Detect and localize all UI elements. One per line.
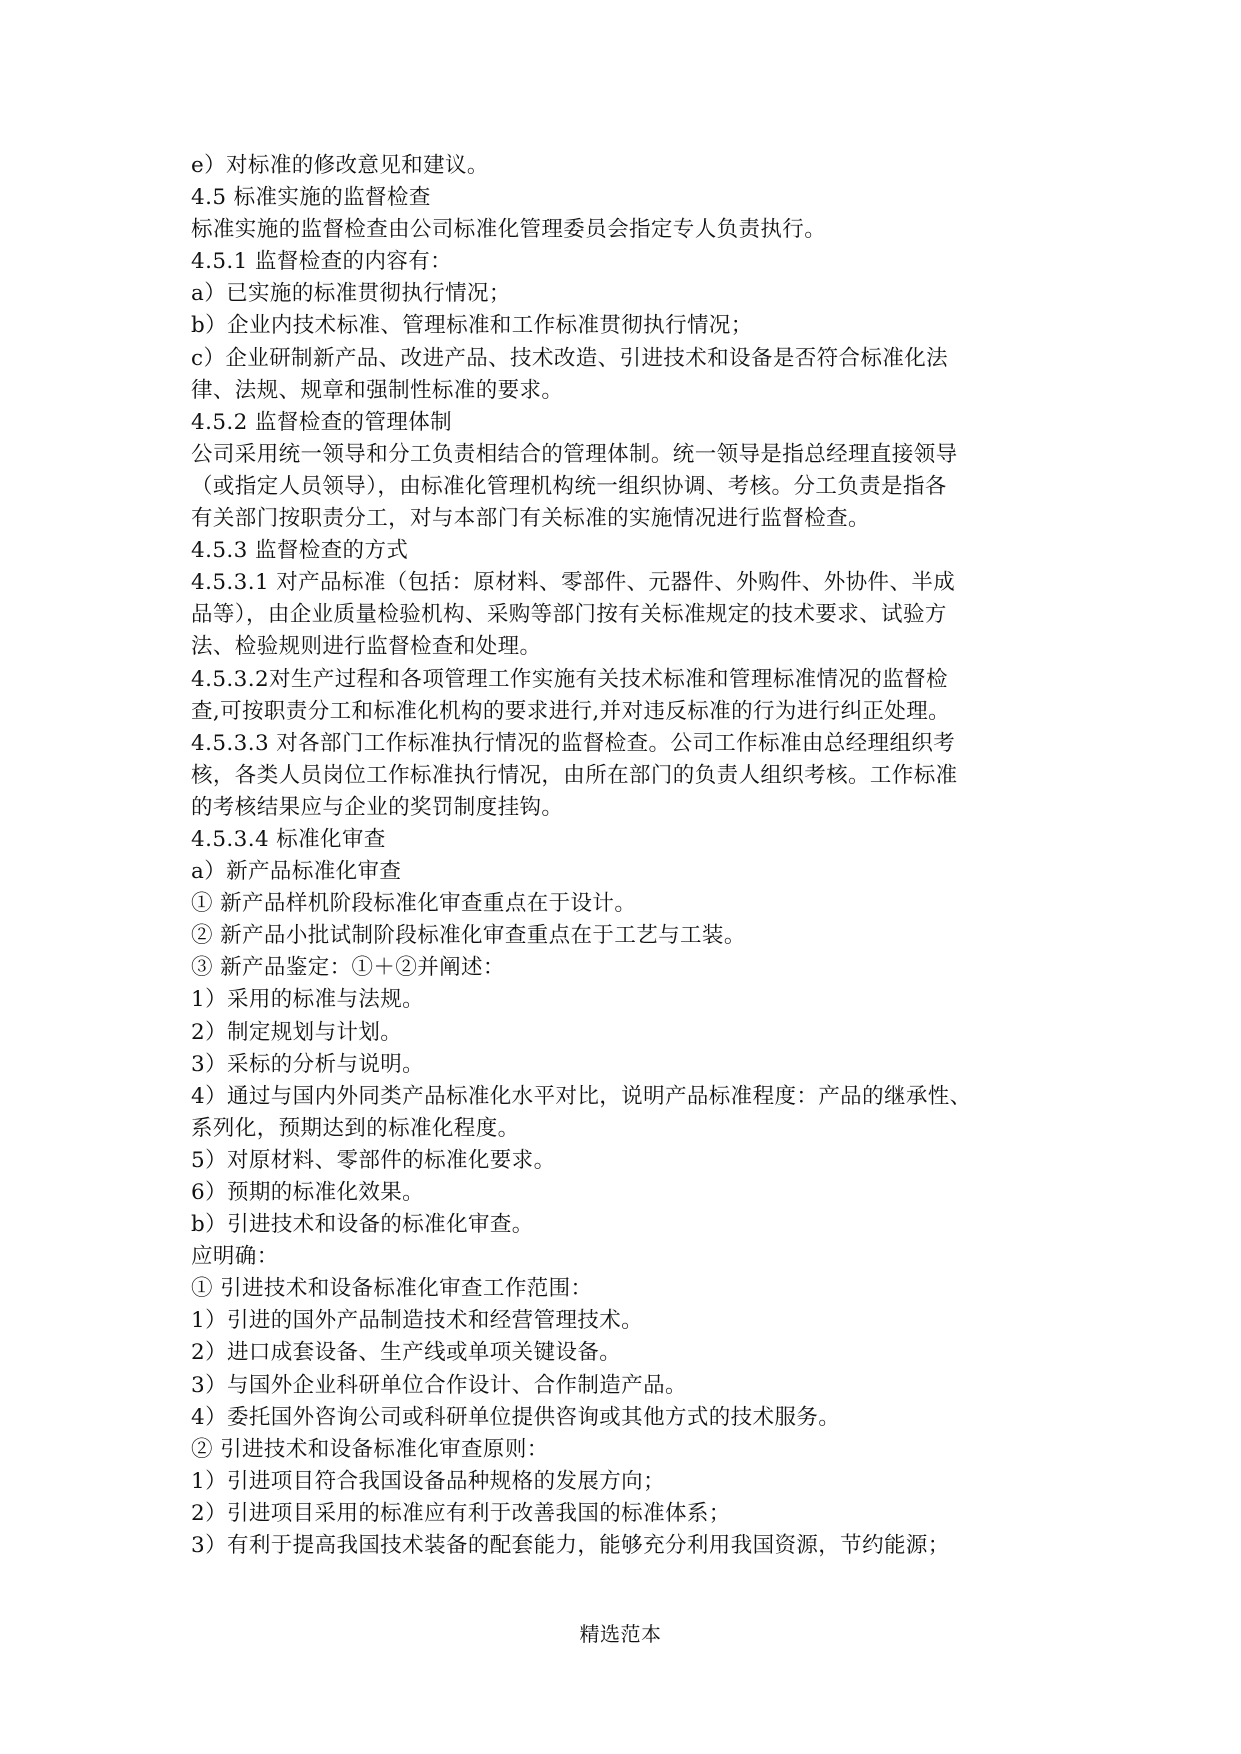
page-footer: 精选范本 (579, 1622, 662, 1646)
list-item: 2）制定规划与计划。 (191, 1019, 403, 1045)
list-item: 2）引进项目采用的标准应有利于改善我国的标准体系； (191, 1500, 731, 1526)
document-body (191, 150, 1061, 1562)
list-item: 1）引进的国外产品制造技术和经营管理技术。 (191, 1308, 644, 1334)
list-item: b）引进技术和设备的标准化审查。 (191, 1212, 534, 1238)
text-line: 系列化，预期达到的标准化程度。 (191, 1115, 520, 1141)
list-item: c）企业研制新产品、改进产品、技术改造、引进技术和设备是否符合标准化法 (191, 345, 949, 371)
list-item: ③ 新产品鉴定：①＋②并阐述： (191, 955, 505, 981)
text-line: 4.5.3.2对生产过程和各项管理工作实施有关技术标准和管理标准情况的监督检 (191, 666, 948, 692)
section-heading: 4.5.3 监督检查的方式 (191, 538, 409, 564)
list-item: 1）引进项目符合我国设备品种规格的发展方向； (191, 1468, 665, 1494)
list-item: ① 引进技术和设备标准化审查工作范围： (191, 1276, 593, 1302)
section-heading: 4.5.3.4 标准化审查 (191, 826, 386, 852)
list-item: a）新产品标准化审查 (191, 859, 402, 885)
list-item: 3）采标的分析与说明。 (191, 1051, 425, 1077)
list-item: 3）与国外企业科研单位合作设计、合作制造产品。 (191, 1372, 687, 1398)
list-item: 4）委托国外咨询公司或科研单位提供咨询或其他方式的技术服务。 (191, 1404, 841, 1430)
text-line: 标准实施的监督检查由公司标准化管理委员会指定专人负责执行。 (191, 217, 827, 243)
list-item: 6）预期的标准化效果。 (191, 1180, 425, 1205)
text-line: 4.5.3.1 对产品标准（包括：原材料、零部件、元器件、外购件、外协件、半成 (191, 570, 956, 596)
text-line: e）对标准的修改意见和建议。 (191, 153, 489, 178)
list-item: 5）对原材料、零部件的标准化要求。 (191, 1147, 556, 1173)
list-item: 4）通过与国内外同类产品标准化水平对比，说明产品标准程度：产品的继承性、 (191, 1083, 972, 1109)
section-heading: 4.5.1 监督检查的内容有： (191, 249, 453, 275)
list-item: 3）有利于提高我国技术装备的配套能力，能够充分利用我国资源，节约能源； (191, 1533, 950, 1559)
list-item: ① 新产品样机阶段标准化审查重点在于设计。 (191, 891, 637, 917)
text-line: 法、检验规则进行监督检查和处理。 (191, 634, 542, 660)
text-line: 4.5.3.3 对各部门工作标准执行情况的监督检查。公司工作标准由总经理组织考 (191, 730, 956, 756)
section-heading: 4.5 标准实施的监督检查 (191, 185, 431, 211)
list-item: 1）采用的标准与法规。 (191, 987, 425, 1013)
text-line: 核，各类人员岗位工作标准执行情况，由所在部门的负责人组织考核。工作标准 (191, 762, 958, 788)
text-line: 应明确： (191, 1244, 279, 1270)
section-heading: 4.5.2 监督检查的管理体制 (191, 409, 453, 435)
text-line: 律、法规、规章和强制性标准的要求。 (191, 377, 564, 403)
text-line: 品等），由企业质量检验机构、采购等部门按有关标准规定的技术要求、试验方 (191, 602, 947, 628)
text-line: 公司采用统一领导和分工负责相结合的管理体制。统一领导是指总经理直接领导 (191, 441, 958, 467)
text-line: 的考核结果应与企业的奖罚制度挂钩。 (191, 794, 564, 820)
list-item: b）企业内技术标准、管理标准和工作标准贯彻执行情况； (191, 313, 753, 339)
text-line: 查,可按职责分工和标准化机构的要求进行,并对违反标准的行为进行纠正处理。 (191, 698, 951, 724)
list-item: ② 引进技术和设备标准化审查原则： (191, 1436, 549, 1462)
list-item: a）已实施的标准贯彻执行情况； (191, 281, 511, 307)
text-line: 有关部门按职责分工，对与本部门有关标准的实施情况进行监督检查。 (191, 506, 870, 532)
list-item: ② 新产品小批试制阶段标准化审查重点在于工艺与工装。 (191, 923, 746, 949)
text-line: （或指定人员领导），由标准化管理机构统一组织协调、考核。分工负责是指各 (191, 473, 947, 499)
list-item: 2）进口成套设备、生产线或单项关键设备。 (191, 1340, 622, 1366)
